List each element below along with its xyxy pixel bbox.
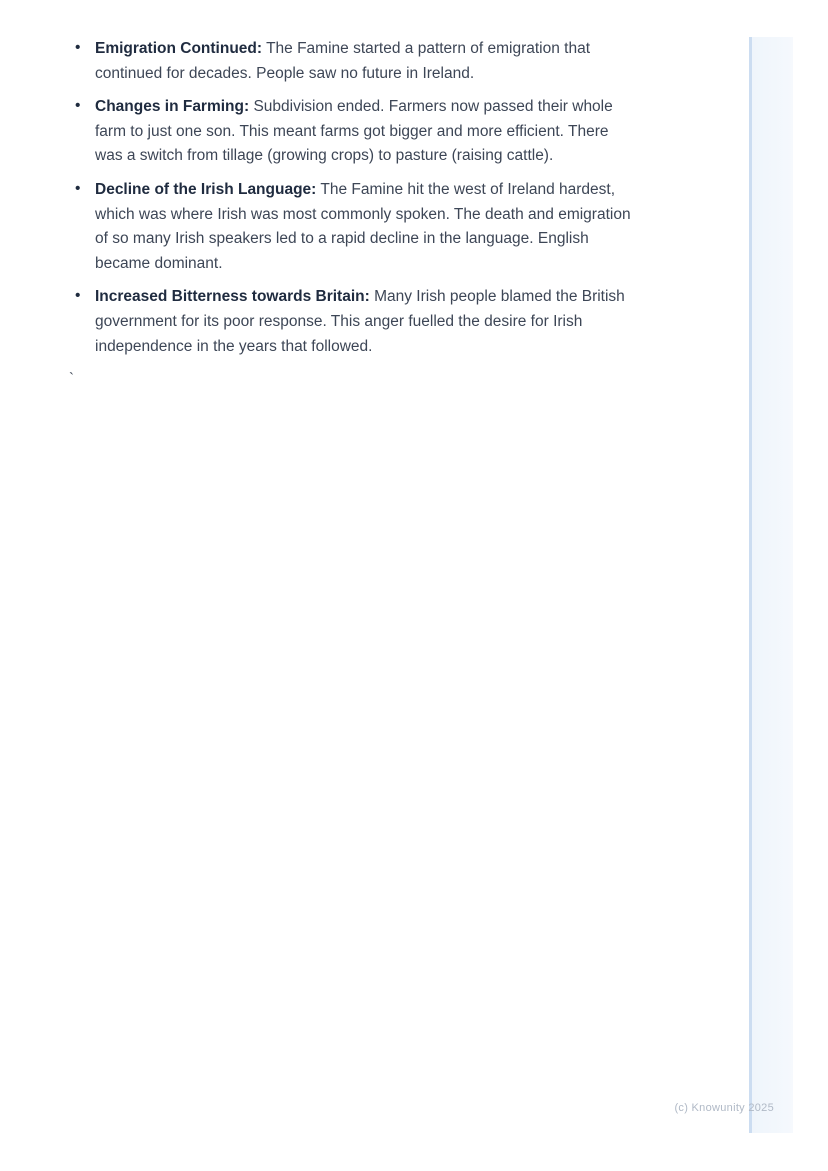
bullet-text: The Famine started a pattern of emigration that continued for decades. People saw no future in Ireland. <box>95 40 591 82</box>
bullet-title: Emigration Continued: <box>95 40 263 57</box>
copyright-watermark: (c) Knowunity 2025 <box>674 1102 774 1114</box>
bullet-icon: • <box>75 179 81 197</box>
bullet-text: Subdivision ended. Farmers now passed their whole farm to just one son. This meant farms got bigger and more efficient. There was a switch from tillage (growing crops) to pasture (raising cattle). <box>95 98 613 165</box>
list-item <box>68 95 636 169</box>
stray-backtick-mark: ` <box>69 370 74 388</box>
bullet-list <box>68 37 636 359</box>
list-item <box>68 285 636 359</box>
right-edge-stripe <box>749 37 793 1133</box>
bullet-text: Many Irish people blamed the British government for its poor response. This anger fuelled the desire for Irish independence in the years that followed. <box>95 288 625 355</box>
bullet-icon: • <box>75 97 81 115</box>
bullet-title: Changes in Farming: <box>95 98 250 116</box>
bullet-icon: • <box>75 287 81 305</box>
list-item <box>68 178 636 276</box>
bullet-text: The Famine hit the west of Ireland hardest, which was where Irish was most commonly spoken. The death and emigration of so many Irish speakers led to a rapid decline in the language. English became dominant. <box>95 180 631 272</box>
bullet-icon: • <box>75 39 81 56</box>
document-body <box>68 37 636 388</box>
bullet-title: Decline of the Irish Language: <box>95 180 317 198</box>
list-item <box>68 37 636 86</box>
bullet-title: Increased Bitterness towards Britain: <box>95 288 370 306</box>
